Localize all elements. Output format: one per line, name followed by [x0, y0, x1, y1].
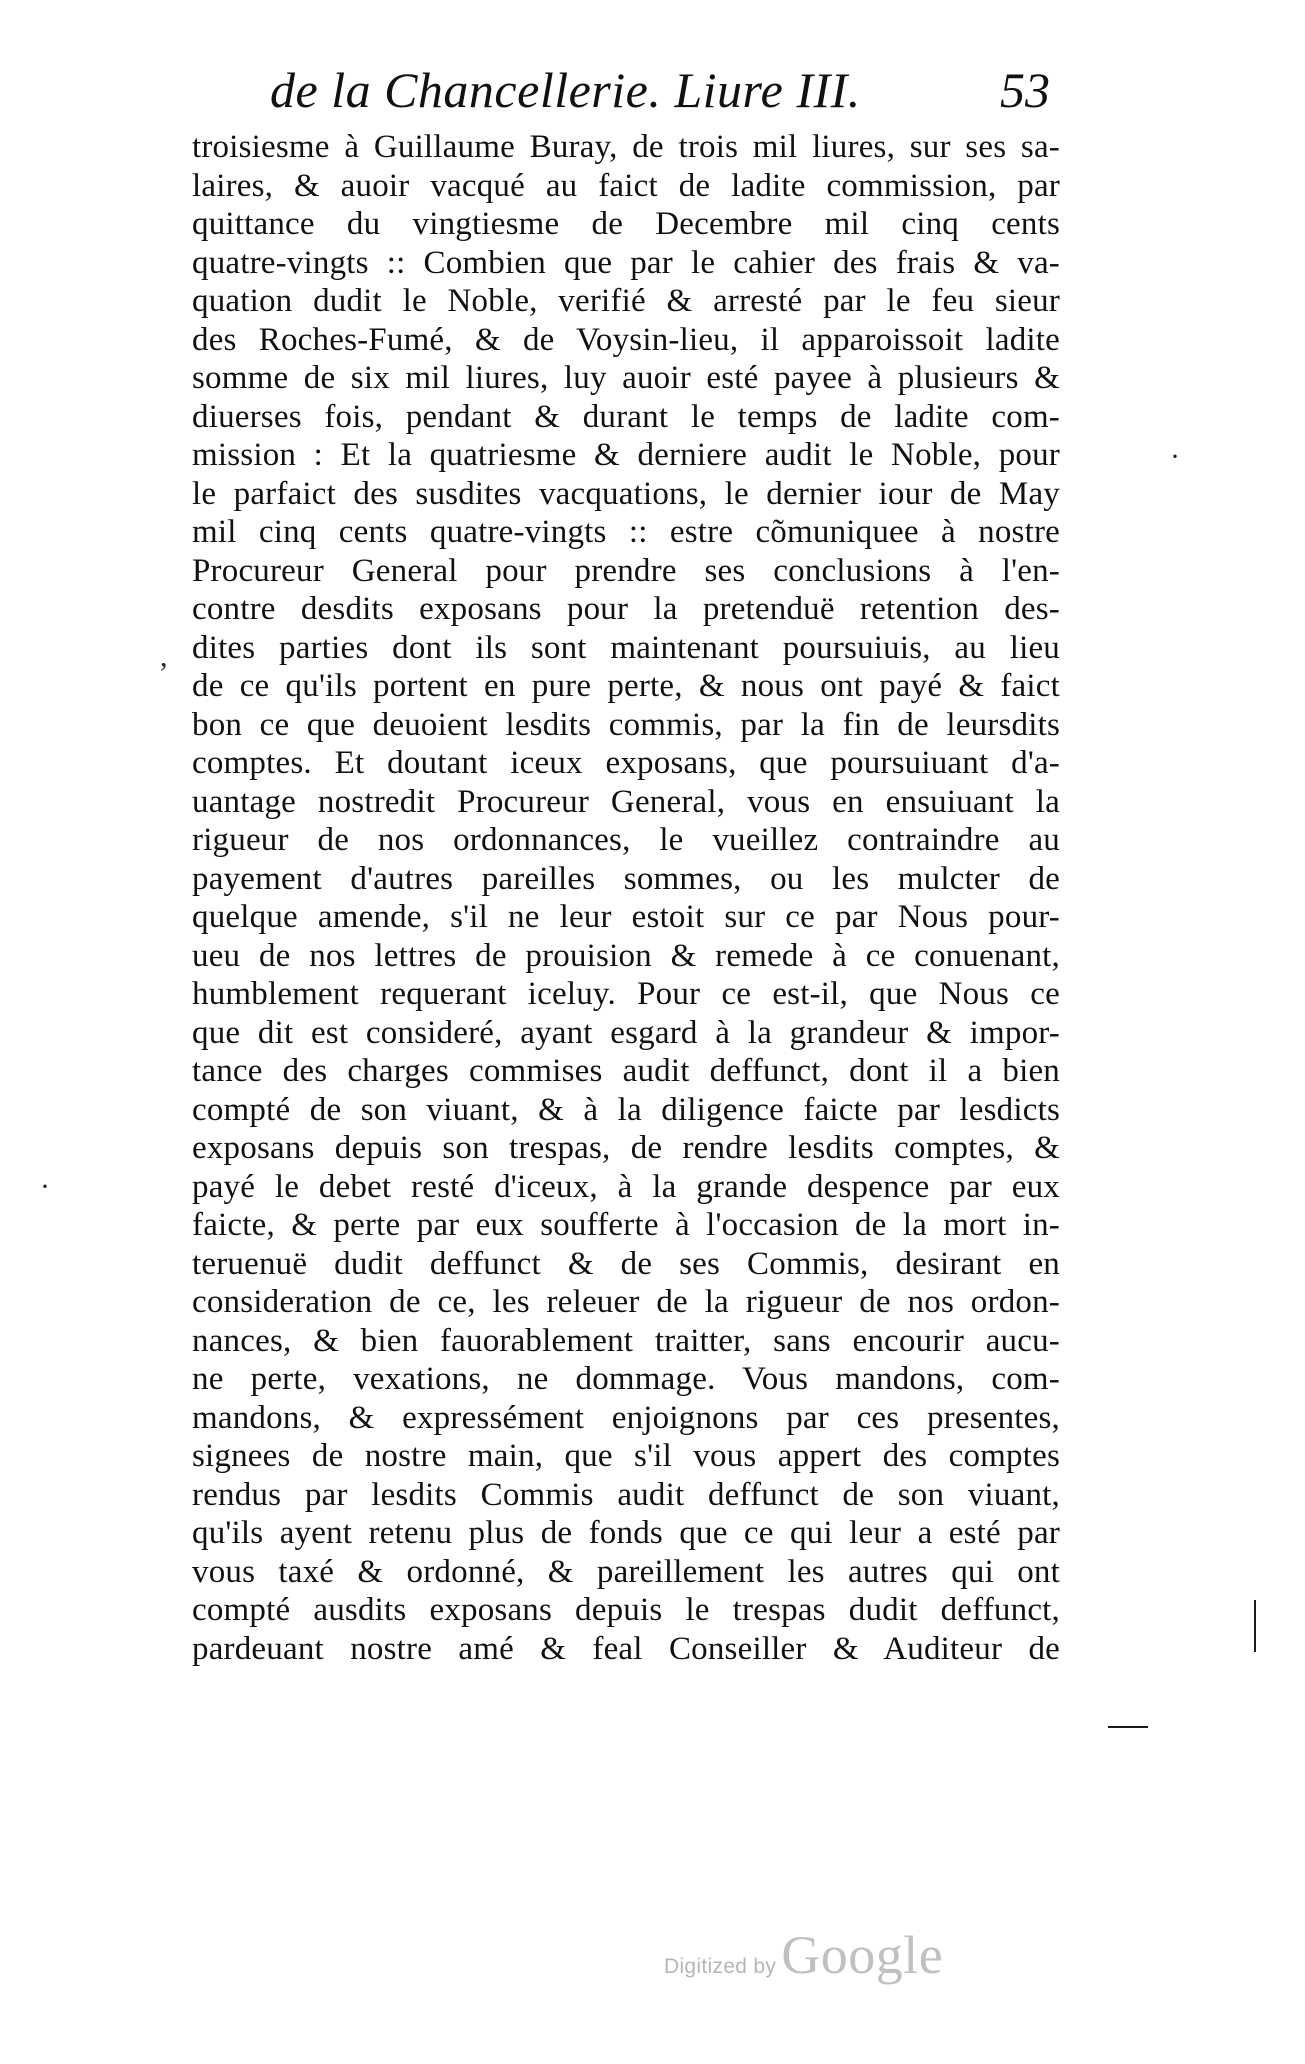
- text-line: teruenuë dudit deffunct & de ses Commis, desirant en: [192, 1245, 1060, 1282]
- margin-mark: ·: [40, 1170, 50, 1203]
- edge-rule: [1108, 1726, 1148, 1728]
- body-text: [192, 128, 1060, 1668]
- text-line: mil cinq cents quatre-vingts :: estre cõmuniquee à nostre: [192, 514, 1060, 550]
- running-head: [270, 58, 1050, 128]
- text-line: compté ausdits exposans depuis le trespas dudit deffunct,: [192, 1592, 1060, 1628]
- running-head-title: de la Chancellerie. Liure III.: [270, 62, 861, 118]
- text-line: consideration de ce, les releuer de la rigueur de nos ordon-: [192, 1284, 1060, 1320]
- text-line: diuerses fois, pendant & durant le temps de ladite com-: [192, 398, 1060, 435]
- text-line: humblement requerant iceluy. Pour ce est-il, que Nous ce: [192, 976, 1060, 1012]
- text-line: rigueur de nos ordonnances, le vueillez contraindre au: [192, 822, 1060, 858]
- text-line: payé le debet resté d'iceux, à la grande despence par eux: [192, 1168, 1060, 1205]
- text-line: des Roches-Fumé, & de Voysin-lieu, il apparoissoit ladite: [192, 321, 1060, 358]
- text-line: le parfaict des susdites vacquations, le dernier iour de May: [192, 475, 1060, 512]
- digitized-watermark: [664, 1924, 943, 1994]
- margin-mark: ,: [160, 640, 168, 673]
- text-line: quatre-vingts :: Combien que par le cahier des frais & va-: [192, 244, 1060, 281]
- text-line: troisiesme à Guillaume Buray, de trois mil liures, sur ses sa-: [192, 129, 1060, 165]
- text-line: nances, & bien fauorablement traitter, sans encourir aucu-: [192, 1322, 1060, 1359]
- text-line: comptes. Et doutant iceux exposans, que poursuiuant d'a-: [192, 745, 1060, 781]
- text-line: signees de nostre main, que s'il vous appert des comptes: [192, 1438, 1060, 1474]
- text-line: pardeuant nostre amé & feal Conseiller & Auditeur de: [192, 1630, 1060, 1667]
- text-line: payement d'autres pareilles sommes, ou les mulcter de: [192, 860, 1060, 897]
- text-line: quation dudit le Noble, verifié & arresté par le feu sieur: [192, 283, 1060, 319]
- text-line: ueu de nos lettres de prouision & remede à ce conuenant,: [192, 937, 1060, 974]
- text-line: somme de six mil liures, luy auoir esté payee à plusieurs &: [192, 360, 1060, 396]
- text-line: mandons, & expressément enjoignons par ces presentes,: [192, 1399, 1060, 1436]
- page-number: 53: [1000, 62, 1050, 118]
- text-line: quelque amende, s'il ne leur estoit sur ce par Nous pour-: [192, 899, 1060, 935]
- text-line: quittance du vingtiesme de Decembre mil cinq cents: [192, 206, 1060, 242]
- text-line: laires, & auoir vacqué au faict de ladite commission, par: [192, 167, 1060, 204]
- text-line: rendus par lesdits Commis audit deffunct de son viuant,: [192, 1476, 1060, 1513]
- text-line: vous taxé & ordonné, & pareillement les autres qui ont: [192, 1553, 1060, 1590]
- google-logo: Google: [781, 1925, 944, 1985]
- text-line: bon ce que deuoient lesdits commis, par la fin de leursdits: [192, 706, 1060, 743]
- text-line: Procureur General pour prendre ses conclusions à l'en-: [192, 552, 1060, 589]
- text-line: dites parties dont ils sont maintenant poursuiuis, au lieu: [192, 629, 1060, 666]
- text-line: compté de son viuant, & à la diligence faicte par lesdicts: [192, 1091, 1060, 1128]
- text-line: exposans depuis son trespas, de rendre lesdits comptes, &: [192, 1130, 1060, 1166]
- edge-rule: [1254, 1600, 1256, 1652]
- text-line: faicte, & perte par eux soufferte à l'occasion de la mort in-: [192, 1207, 1060, 1243]
- text-line: qu'ils ayent retenu plus de fonds que ce qui leur a esté par: [192, 1515, 1060, 1551]
- watermark-prefix: Digitized by: [664, 1955, 777, 1978]
- text-line: ne perte, vexations, ne dommage. Vous mandons, com-: [192, 1361, 1060, 1397]
- margin-mark: ·: [1170, 440, 1180, 473]
- text-line: contre desdits exposans pour la pretenduë retention des-: [192, 591, 1060, 627]
- text-line: tance des charges commises audit deffunct, dont il a bien: [192, 1053, 1060, 1089]
- text-line: mission : Et la quatriesme & derniere audit le Noble, pour: [192, 437, 1060, 473]
- text-line: de ce qu'ils portent en pure perte, & nous ont payé & faict: [192, 668, 1060, 704]
- text-line: que dit est consideré, ayant esgard à la grandeur & impor-: [192, 1014, 1060, 1051]
- text-line: uantage nostredit Procureur General, vous en ensuiuant la: [192, 783, 1060, 820]
